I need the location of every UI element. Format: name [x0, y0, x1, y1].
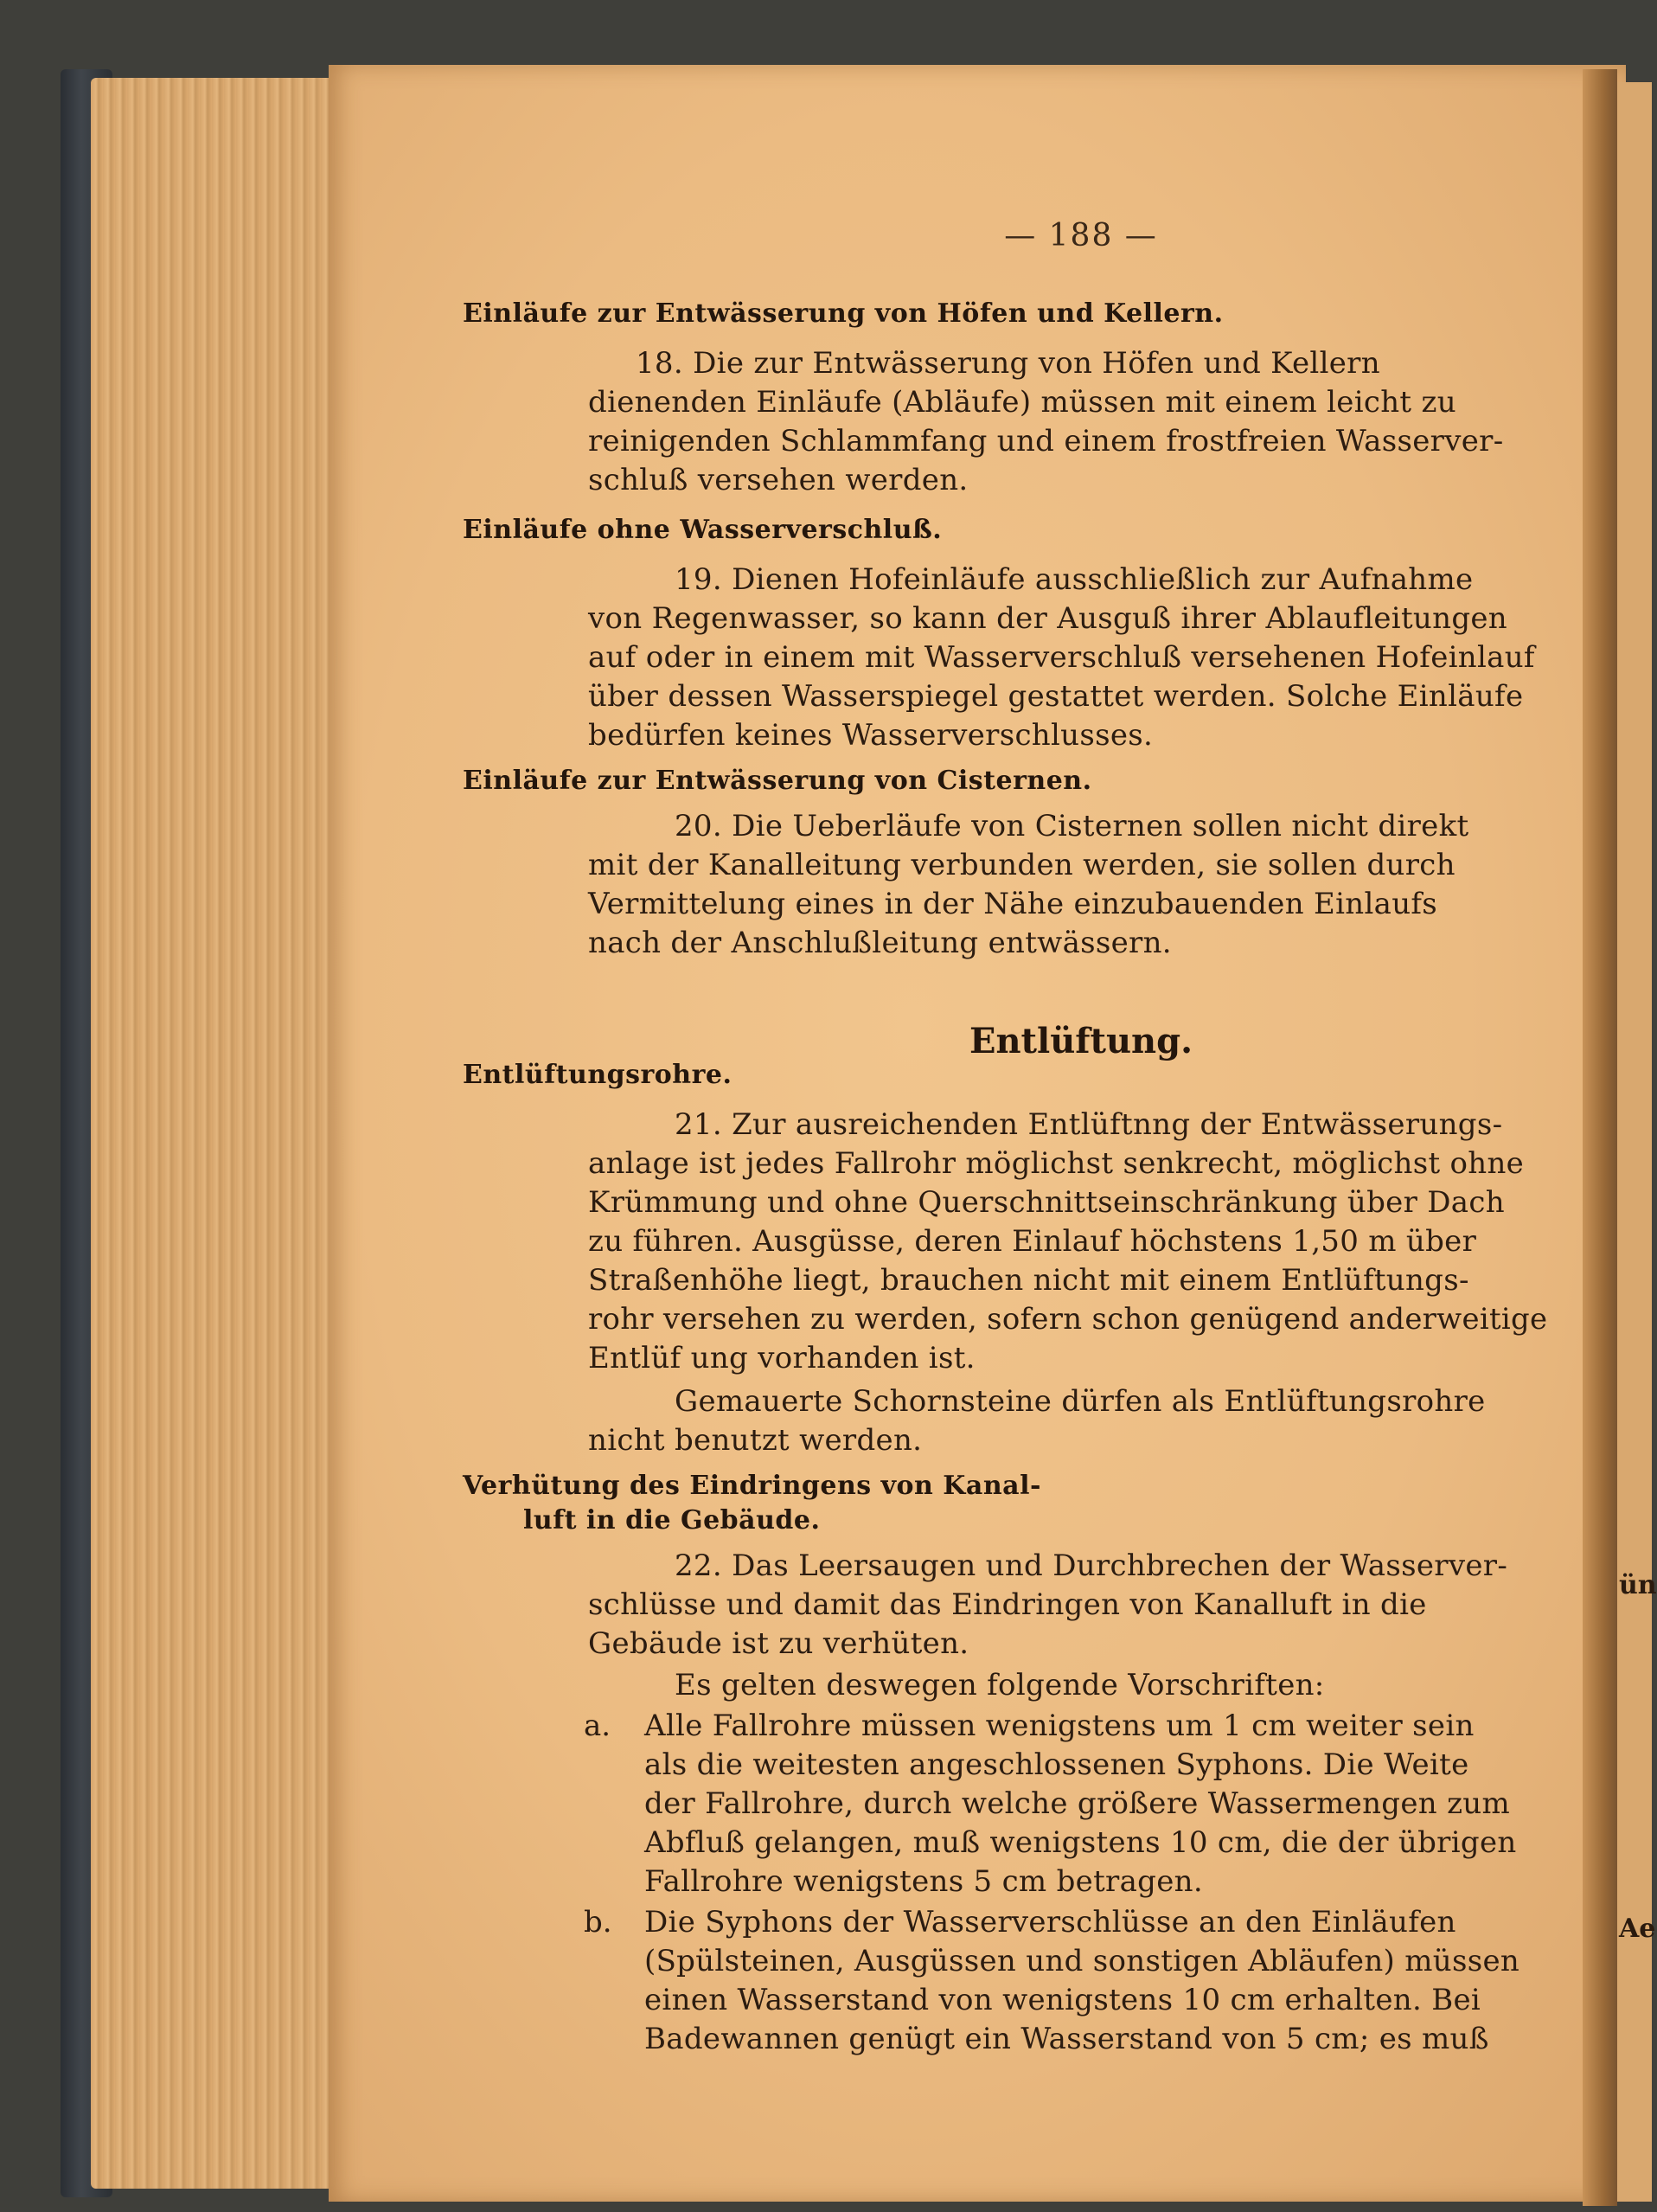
text-line: bedürfen keines Wasserverschlusses.	[588, 718, 1154, 753]
text-line: Die Syphons der Wasserverschlüsse an den Einläufen	[644, 1905, 1456, 1940]
section-heading: Verhütung des Eindringens von Kanal-	[463, 1471, 1041, 1501]
text-line: schluß versehen werden.	[588, 463, 969, 497]
next-page-edge	[1617, 82, 1652, 2202]
book-gutter	[1583, 69, 1617, 2206]
section-heading: Entlüftungsrohre.	[463, 1060, 733, 1090]
list-marker: a.	[584, 1709, 611, 1743]
text-line: auf oder in einem mit Wasserverschluß versehenen Hofeinlauf	[588, 640, 1535, 675]
text-line: 18. Die zur Entwässerung von Höfen und Kellern	[636, 346, 1380, 381]
section-heading: Einläufe ohne Wasserverschluß.	[463, 515, 943, 545]
text-line: Gebäude ist zu verhüten.	[588, 1626, 969, 1661]
text-line: nicht benutzt werden.	[588, 1423, 923, 1458]
text-line: dienenden Einläufe (Abläufe) müssen mit einem leicht zu	[588, 385, 1456, 420]
text-line: zu führen. Ausgüsse, deren Einlauf höchstens 1,50 m über	[588, 1224, 1477, 1259]
text-line: über dessen Wasserspiegel gestattet werden. Solche Einläufe	[588, 679, 1524, 714]
text-line: Badewannen genügt ein Wasserstand von 5 cm; es muß	[644, 2022, 1489, 2056]
text-line: 20. Die Ueberläufe von Cisternen sollen nicht direkt	[675, 809, 1469, 843]
text-line: rohr versehen zu werden, sofern schon genügend anderweitige	[588, 1302, 1548, 1337]
text-line: Alle Fallrohre müssen wenigstens um 1 cm weiter sein	[644, 1709, 1475, 1743]
page-edges	[91, 78, 350, 2189]
section-heading: Einläufe zur Entwässerung von Cisternen.	[463, 766, 1092, 796]
chapter-heading: Entlüftung.	[969, 1021, 1193, 1061]
text-line: als die weitesten angeschlossenen Syphons. Die Weite	[644, 1747, 1469, 1782]
text-line: 21. Zur ausreichenden Entlüftnng der Entwässerungs-	[675, 1107, 1503, 1142]
text-line: mit der Kanalleitung verbunden werden, sie sollen durch	[588, 848, 1455, 882]
next-page-fragment: Ae	[1619, 1914, 1656, 1944]
text-line: nach der Anschlußleitung entwässern.	[588, 926, 1172, 960]
text-line: Vermittelung eines in der Nähe einzubauenden Einlaufs	[588, 887, 1438, 921]
list-marker: b.	[584, 1905, 612, 1940]
text-line: Entlüf ung vorhanden ist.	[588, 1341, 976, 1375]
page-number: — 188 —	[1004, 218, 1158, 253]
text-line: (Spülsteinen, Ausgüssen und sonstigen Abläufen) müssen	[644, 1944, 1520, 1978]
text-line: 22. Das Leersaugen und Durchbrechen der Wasserver-	[675, 1548, 1508, 1583]
text-line: Es gelten deswegen folgende Vorschriften:	[675, 1668, 1325, 1702]
text-line: der Fallrohre, durch welche größere Wassermengen zum	[644, 1786, 1511, 1821]
text-line: 19. Dienen Hofeinläufe ausschließlich zur Aufnahme	[675, 562, 1474, 597]
text-line: Gemauerte Schornsteine dürfen als Entlüftungsrohre	[675, 1384, 1486, 1419]
text-line: Straßenhöhe liegt, brauchen nicht mit einem Entlüftungs-	[588, 1263, 1469, 1298]
text-line: reinigenden Schlammfang und einem frostfreien Wasserver-	[588, 424, 1504, 458]
text-line: Abfluß gelangen, muß wenigstens 10 cm, die der übrigen	[644, 1825, 1517, 1860]
section-heading: luft in die Gebäude.	[523, 1505, 821, 1536]
text-line: Fallrohre wenigstens 5 cm betragen.	[644, 1864, 1203, 1899]
text-line: einen Wasserstand von wenigstens 10 cm erhalten. Bei	[644, 1983, 1481, 2017]
text-line: Krümmung und ohne Querschnittseinschränkung über Dach	[588, 1185, 1505, 1220]
text-line: schlüsse und damit das Eindringen von Kanalluft in die	[588, 1587, 1427, 1622]
text-line: von Regenwasser, so kann der Ausguß ihrer Ablaufleitungen	[588, 601, 1507, 636]
text-line: anlage ist jedes Fallrohr möglichst senkrecht, möglichst ohne	[588, 1146, 1525, 1181]
next-page-fragment: ün	[1619, 1570, 1657, 1600]
section-heading: Einläufe zur Entwässerung von Höfen und Kellern.	[463, 298, 1224, 329]
